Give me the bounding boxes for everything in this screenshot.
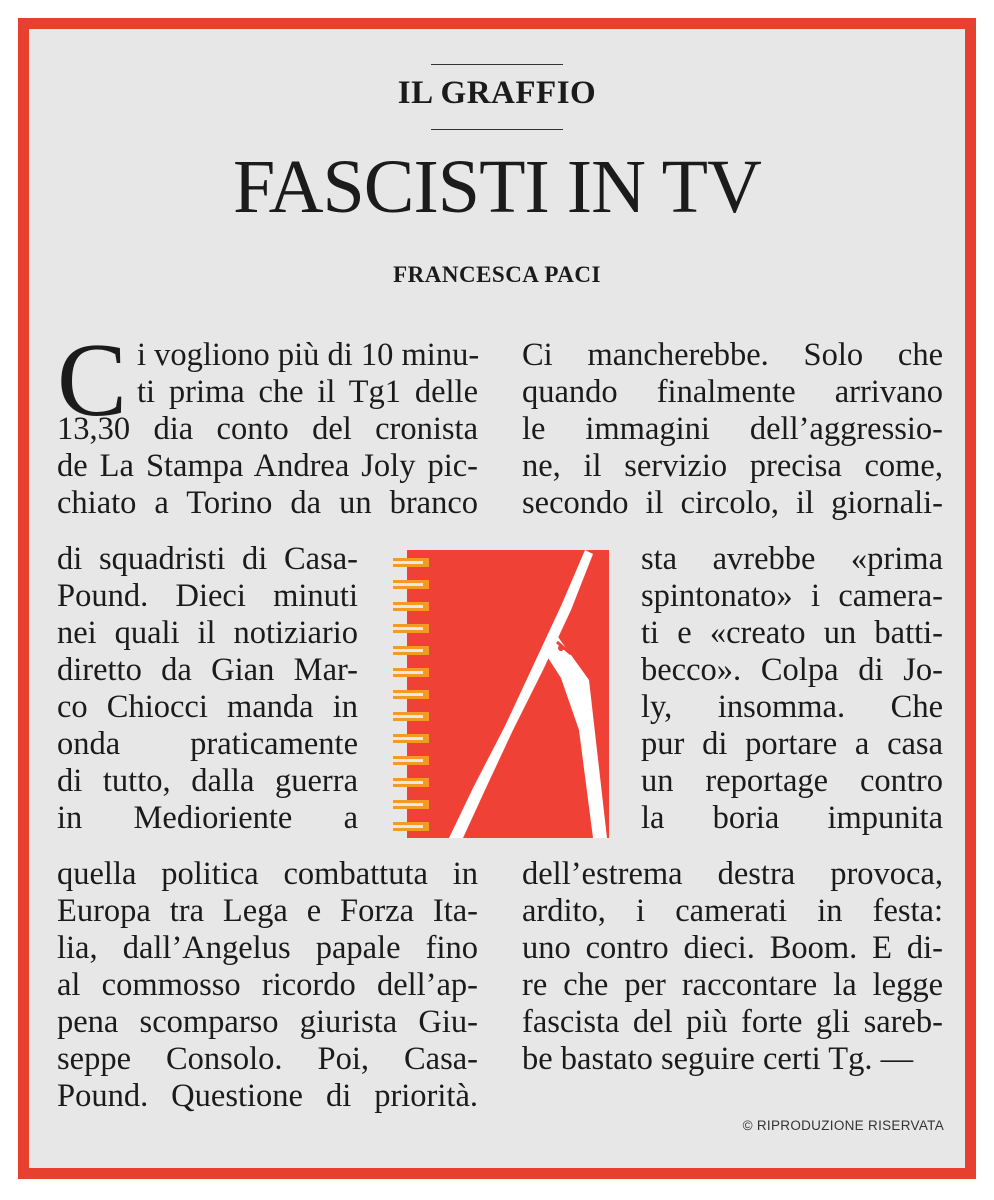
- col1-line: ti prima che il Tg1 delle: [137, 374, 478, 410]
- col2-line: ardito, i camerati in festa:: [522, 893, 943, 929]
- col1-line: 13,30 dia conto del cronista: [57, 411, 478, 447]
- col2-line: re che per raccontare la legge: [522, 967, 943, 1003]
- col2-line: ly, insomma. Che: [641, 689, 943, 725]
- col2-line: pur di portare a casa: [641, 726, 943, 762]
- col2-line: la boria impunita: [641, 800, 943, 836]
- col1-line: quella politica combattuta in: [57, 856, 478, 892]
- col1-line: Europa tra Lega e Forza Ita-: [57, 893, 478, 929]
- col1-line: lia, dall’Angelus papale fino: [57, 930, 478, 966]
- col1-line: seppe Consolo. Poi, Casa-: [57, 1041, 478, 1077]
- kicker-top-rule: [431, 64, 563, 65]
- col2-line: uno contro dieci. Boom. E di-: [522, 930, 943, 966]
- col1-line: co Chiocci manda in: [57, 689, 358, 725]
- col1-line: onda praticamente: [57, 726, 358, 762]
- col1-line: nei quali il notiziario: [57, 615, 358, 651]
- col1-line: al commosso ricordo dell’ap-: [57, 967, 478, 1003]
- drop-cap: C: [57, 321, 128, 438]
- copyright-notice: © RIPRODUZIONE RISERVATA: [742, 1118, 944, 1133]
- col2-line: becco». Colpa di Jo-: [641, 652, 943, 688]
- col1-line: di tutto, dalla guerra: [57, 763, 358, 799]
- col1-line: chiato a Torino da un branco: [57, 485, 478, 521]
- col1-line: diretto da Gian Mar-: [57, 652, 358, 688]
- section-kicker: IL GRAFFIO: [397, 75, 597, 111]
- col1-line: Pound. Questione di priorità.: [57, 1078, 478, 1114]
- col2-line: fascista del più forte gli sareb-: [522, 1004, 943, 1040]
- col2-line: sta avrebbe «prima: [641, 541, 943, 577]
- kicker-bottom-rule: [431, 129, 563, 130]
- col1-line: pena scomparso giurista Giu-: [57, 1004, 478, 1040]
- col2-line: ne, il servizio precisa come,: [522, 448, 943, 484]
- col2-line: un reportage contro: [641, 763, 943, 799]
- col2-line: Ci mancherebbe. Solo che: [522, 337, 943, 373]
- col2-line: le immagini dell’aggressio-: [522, 411, 943, 447]
- col2-line: ti e «creato un batti-: [641, 615, 943, 651]
- notebook-pen-icon: [393, 550, 609, 838]
- col2-line: quando finalmente arrivano: [522, 374, 943, 410]
- col2-line: be bastato seguire certi Tg. —: [522, 1041, 914, 1077]
- col1-line: de La Stampa Andrea Joly pic-: [57, 448, 478, 484]
- col2-line: dell’estrema destra provoca,: [522, 856, 943, 892]
- byline: FRANCESCA PACI: [393, 262, 601, 287]
- col1-line: in Medioriente a: [57, 800, 358, 836]
- col1-line: di squadristi di Casa-: [57, 541, 358, 577]
- col2-line: secondo il circolo, il giornali-: [522, 485, 943, 521]
- col1-line: i vogliono più di 10 minu-: [137, 337, 480, 373]
- headline: FASCISTI IN TV: [233, 145, 761, 229]
- col1-line: Pound. Dieci minuti: [57, 578, 358, 614]
- col2-line: spintonato» i camera-: [641, 578, 943, 614]
